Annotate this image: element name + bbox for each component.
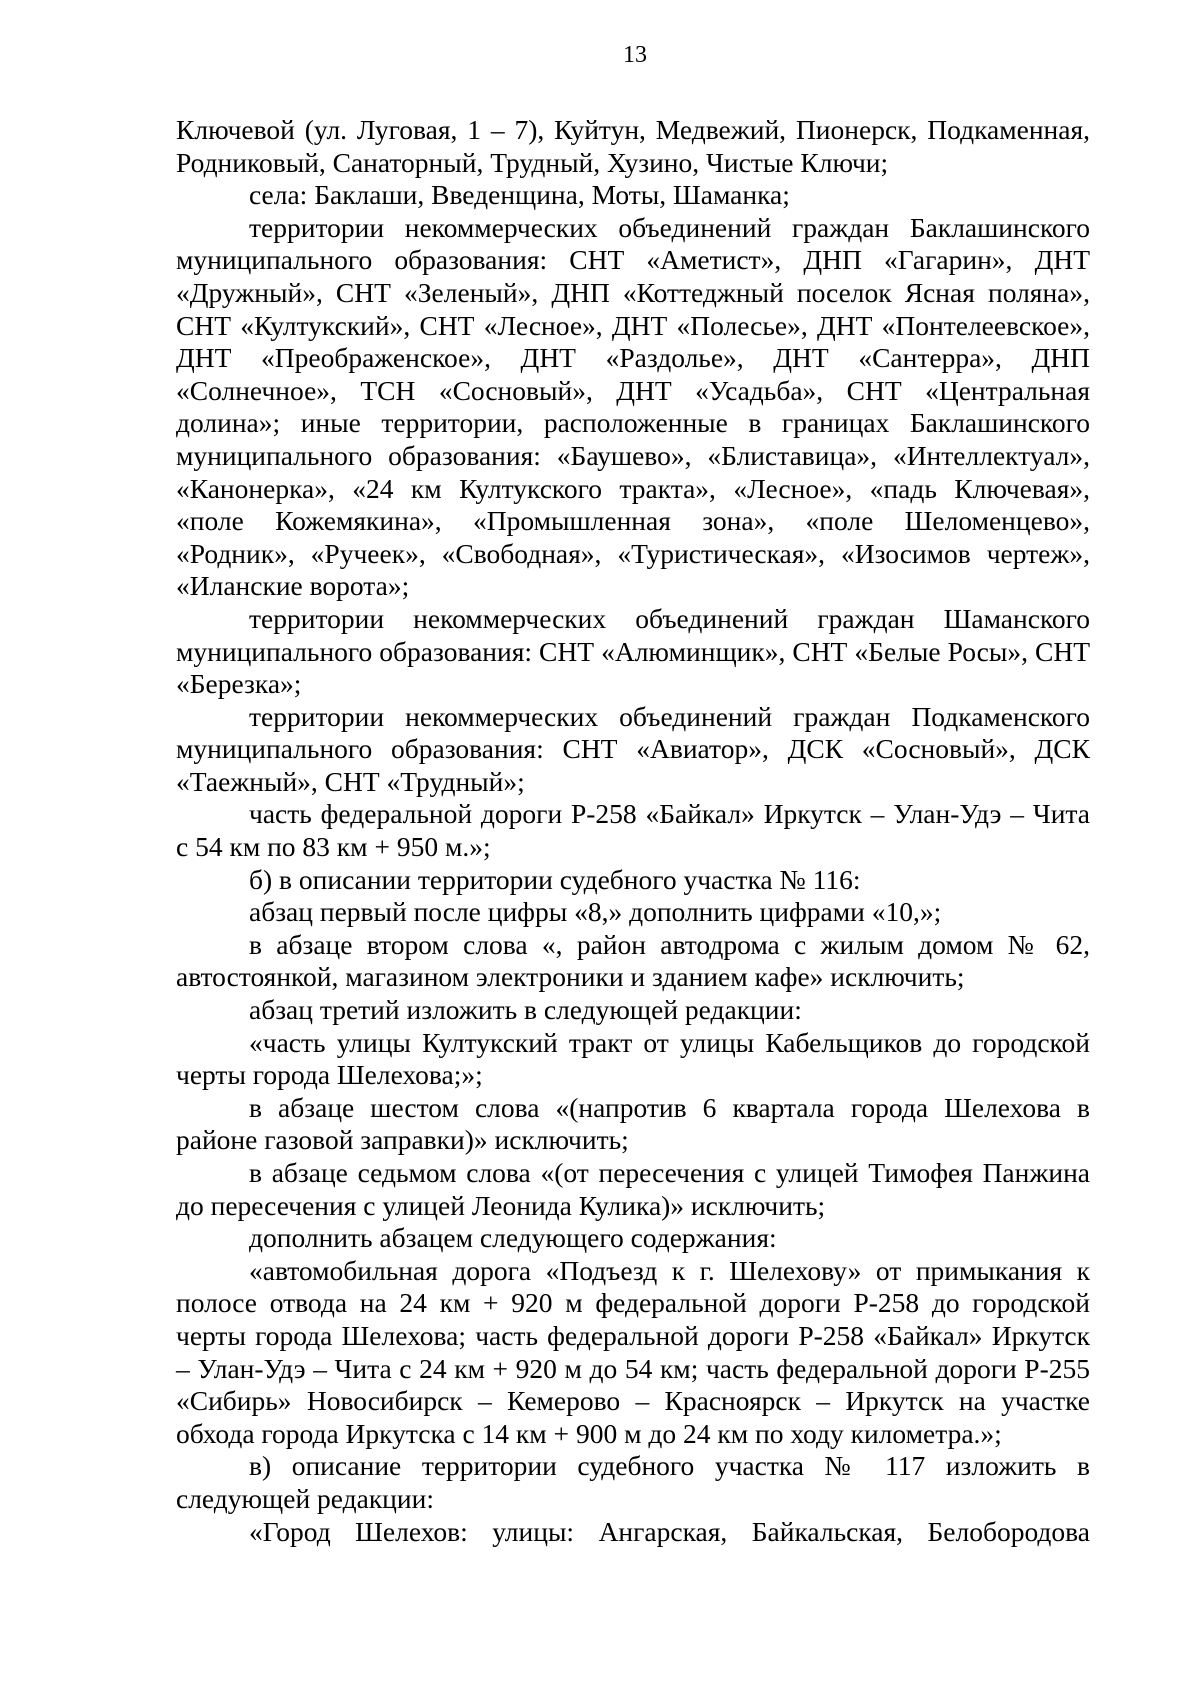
page-number: 13 (623, 42, 647, 68)
paragraph: в абзаце втором слова «, район автодрома с жилым домом № 62, автостоянкой, магазином электроники и зданием кафе» исключить; (176, 928, 1090, 993)
paragraph: территории некоммерческих объединений граждан Шаманского муниципального образования: СНТ «Алюминщик», СНТ «Белые Росы», СНТ «Березка»; (176, 602, 1090, 700)
paragraph: абзац первый после цифры «8,» дополнить цифрами «10,»; (249, 896, 942, 928)
paragraph: абзац третий изложить в следующей редакции: (249, 994, 802, 1026)
paragraph: «автомобильная дорога «Подъезд к г. Шелехову» от примыкания к полосе отвода на 24 км + 920 м федеральной дороги Р-258 до городской черты города Шелехова; часть федеральной дороги Р-258 «Байкал» Иркутск – Улан-Удэ – Чита с 24 км + 920 м до 54 км; часть федеральной дороги Р-255 «Сибирь» Новосибирск – Кемерово – Красноярск – Иркутск на участке обхода города Иркутска с 14 км + 900 м до 24 км по ходу километра.»; (176, 1254, 1090, 1449)
paragraph: часть федеральной дороги Р-258 «Байкал» Иркутск – Улан-Удэ – Чита с 54 км по 83 км + 950 м.»; (176, 798, 1090, 863)
paragraph: территории некоммерческих объединений граждан Подкаменского муниципального образования: СНТ «Авиатор», ДСК «Сосновый», ДСК «Таежный», СНТ «Трудный»; (176, 700, 1090, 797)
paragraph: территории некоммерческих объединений граждан Баклашинского муниципального образования: СНТ «Аметист», ДНП «Гагарин», ДНТ «Дружный», СНТ «Зеленый», ДНП «Коттеджный поселок Ясная поляна», СНТ «Култукский», СНТ «Лесное», ДНТ «Полесье», ДНТ «Понтелеевское», ДНТ «Преображенское», ДНТ «Раздолье», ДНТ «Сантерра», ДНП «Солнечное», ТСН «Сосновый», ДНТ «Усадьба», СНТ «Центральная долина»; иные территории, расположенные в границах Баклашинского муниципального образования: «Баушево», «Блиставица», «Интеллектуал», «Канонерка», «24 км Култукского тракта», «Лесное», «падь Ключевая», «поле Кожемякина», «Промышленная зона», «поле Шеломенцево», «Родник», «Ручеек», «Свободная», «Туристическая», «Изосимов чертеж», «Иланские ворота»; (176, 211, 1090, 602)
paragraph: в) описание территории судебного участка № 117 изложить в следующей редакции: (176, 1450, 1090, 1514)
paragraph: в абзаце седьмом слова «(от пересечения с улицей Тимофея Панжина до пересечения с улицей Леонида Кулика)» исключить; (176, 1157, 1090, 1221)
paragraph: б) в описании территории судебного участка № 116: (249, 863, 861, 895)
paragraph: села: Баклаши, Введенщина, Моты, Шаманка; (249, 179, 790, 211)
paragraph: «Город Шелехов: улицы: Ангарская, Байкальская, Белобородова (249, 1515, 1090, 1547)
paragraph: Ключевой (ул. Луговая, 1 – 7), Куйтун, Медвежий, Пионерск, Подкаменная, Родниковый, Санаторный, Трудный, Хузино, Чистые Ключи; (176, 114, 1090, 178)
paragraph: дополнить абзацем следующего содержания: (249, 1222, 777, 1254)
paragraph: «часть улицы Култукский тракт от улицы Кабельщиков до городской черты города Шелехова;»; (176, 1026, 1090, 1091)
document-body (176, 114, 1090, 1548)
paragraph: в абзаце шестом слова «(напротив 6 квартала города Шелехова в районе газовой заправки)» исключить; (176, 1091, 1090, 1156)
